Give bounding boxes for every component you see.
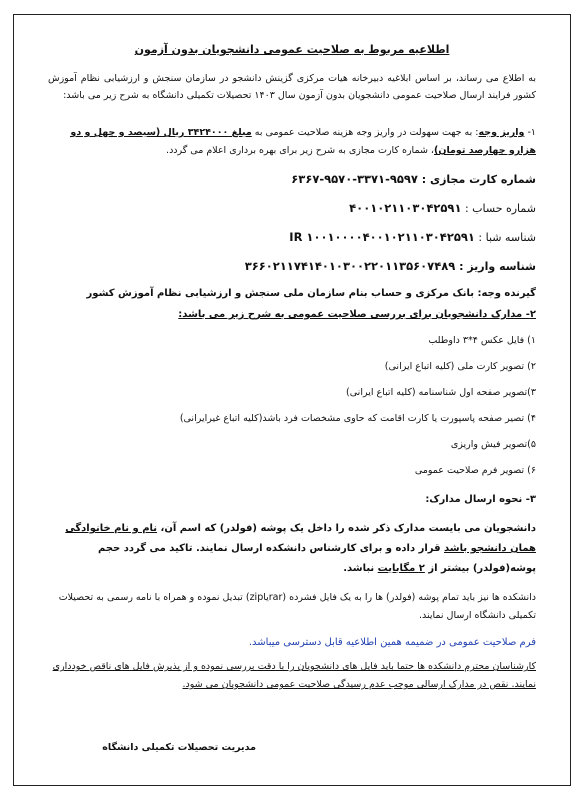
signature: مدیریت تحصیلات تکمیلی دانشگاه [102, 742, 256, 753]
zip-instructions: دانشکده ها نیز باید تمام پوشه (فولدر) ها را به یک فایل فشرده (rarیاzip) تبدیل نموده و همراه با نامه رسمی به تحصیلات تکمیلی دانشگاه ارسال نمایند. [58, 592, 536, 621]
documents-list [48, 332, 536, 488]
list-item: ۴) تصیر صفحه پاسپورت یا کارت اقامت که حاوی مشخصات فرد باشد(کلیه اتباع غیرایرانی) [179, 413, 536, 424]
virtual-card-number: ۹۵۹۷-۳۳۷۱-۹۵۷۰-۶۳۶۷ [291, 172, 418, 186]
folder-instructions [48, 519, 536, 579]
folder-text-e: نباشد. [343, 563, 378, 574]
intro-paragraph: به اطلاع می رساند، بر اساس ابلاغیه دبیرخانه هیات مرکزی گزینش دانشجو در سازمان سنجش و ارزشیابی نظام آموزش کشور فرایند ارسال صلاحیت عمومی دانشجویان بدون آزمون سال ۱۴۰۳ تحصیلات تکمیلی دانشگاه به شرح زیر می باشد: [48, 73, 536, 101]
sheba-label: شناسه شبا : [474, 231, 536, 244]
notice-page [13, 14, 571, 786]
list-item: ۳)تصویر صفحه اول شناسنامه (کلیه اتباع ایرانی) [346, 387, 536, 398]
account-label: شماره حساب : [461, 202, 536, 215]
folder-text-c: قرار داده و برای کارشناس دانشکده ارسال نمایند. تاکید می گردد حجم پوشه(فولدر) بیشتر از [98, 543, 536, 574]
list-item: ۵)تصویر فیش واریزی [450, 439, 536, 450]
sheba-line [48, 228, 536, 247]
section-2-heading: ۲- مدارک دانشجویان برای بررسی صلاحیت عمومی به شرح زیر می باشد: [178, 309, 536, 320]
list-item: ۶) تصویر فرم صلاحیت عمومی [414, 465, 536, 476]
account-line [48, 199, 536, 218]
item-number: ۱- [524, 127, 536, 138]
page-title: اطلاعیه مربوط به صلاحیت عمومی دانشجویان بدون آزمون [134, 43, 450, 56]
form-note-end: باشد. [248, 637, 272, 648]
section-3-heading: ۳- نحوه ارسال مدارک: [425, 494, 536, 505]
payment-text: : به جهت سهولت در واریز وجه هزینه صلاحیت عمومی به [251, 127, 479, 138]
virtual-card-line [48, 170, 536, 189]
payment-paragraph [48, 124, 536, 160]
deposit-id-label: شناسه واریز : [455, 260, 536, 273]
account-number: ۴۰۰۱۰۲۱۱۰۳۰۴۲۵۹۱ [349, 201, 462, 215]
payment-amount: مبلغ ۳۴۲۴۰۰۰ ریال (سیصد و چهل و دو هزارو چهارصد تومان) [70, 127, 536, 156]
payee-label: گیرنده وجه: [473, 288, 536, 299]
folder-text-a: دانشجویان می بایست مدارک ذکر شده را داخل یک پوشه (فولدر) که اسم آن، [157, 523, 536, 534]
list-item: ۲) تصویر کارت ملی (کلیه اتباع ایرانی) [384, 361, 536, 372]
payment-heading: واریز وجه [478, 127, 525, 138]
form-availability-note [48, 637, 536, 648]
folder-size-limit: ۲ مگابایت [377, 563, 425, 574]
sheba-number: IR ۱۰۰۱۰۰۰۰۴۰۰۱۰۲۱۱۰۳۰۴۲۵۹۱ [289, 230, 475, 244]
payee-value: بانک مرکزی و حساب بنام سازمان ملی سنجش و ارزشیابی نظام آموزش کشور [86, 288, 474, 299]
deposit-id-number: ۳۶۶۰۲۱۱۷۴۱۴۰۱۰۳۰۰۲۲۰۱۱۳۵۶۰۷۴۸۹ [244, 259, 456, 273]
folder-name-rule: نام و نام خانوادگی همان دانشجو باشد [65, 523, 536, 554]
staff-note: کارشناسان محترم دانشکده ها حتما باید فایل های دانشجویان را با دقت بررسی نموده و از پذیرش فایل های ناقص خودداری نمایند. نقص در مدارک ارسالی موجب عدم رسیدگی صلاحیت عمومی دانشجویان می شود. [52, 661, 536, 690]
form-note-text: فرم صلاحیت عمومی در ضمیمه همین اطلاعیه قابل دسترسی می [271, 637, 536, 648]
payment-tail: ، شماره کارت مجازی به شرح زیر برای بهره برداری اعلام می گردد. [166, 145, 434, 156]
payee-line [48, 288, 536, 299]
virtual-card-label: شماره کارت مجازی : [417, 173, 536, 186]
list-item: ۱) فایل عکس ۴*۳ داوطلب [428, 335, 536, 346]
deposit-id-line [48, 257, 536, 276]
